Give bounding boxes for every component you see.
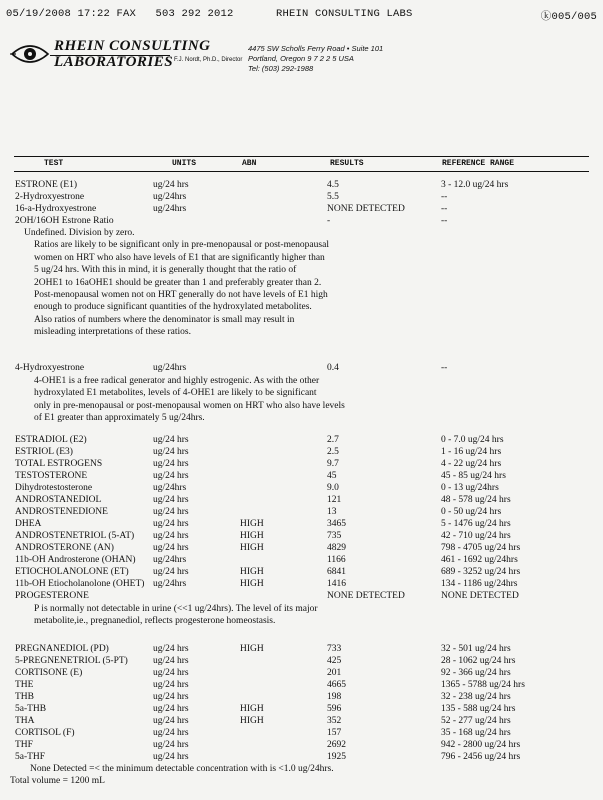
test-abn: HIGH [240, 567, 264, 577]
test-reference: -- [441, 192, 448, 202]
note-line: Ratios are likely to be significant only in pre-menopausal or post-menopausal [34, 240, 329, 251]
hydroxyestrone-note [34, 375, 345, 425]
test-reference: NONE DETECTED [441, 591, 519, 601]
col-results-header: RESULTS [330, 159, 364, 168]
test-units: ug/24 hrs [153, 543, 189, 553]
progesterone-note [34, 603, 318, 628]
table-row [15, 434, 593, 446]
table-row [15, 458, 593, 470]
test-result: NONE DETECTED [327, 591, 405, 601]
test-result: 3465 [327, 519, 346, 529]
note-line: 4-OHE1 is a free radical generator and highly estrogenic. As with the other [34, 376, 320, 386]
test-reference: -- [441, 204, 448, 214]
table-row [15, 643, 593, 655]
test-result: 198 [327, 692, 342, 702]
test-abn: HIGH [240, 644, 264, 654]
table-row [15, 554, 593, 566]
test-name: 2-Hydroxyestrone [15, 192, 85, 202]
lab-logo [10, 38, 250, 72]
table-row [15, 542, 593, 554]
test-reference: 4 - 22 ug/24 hrs [441, 459, 502, 469]
test-result: 9.0 [327, 483, 339, 493]
test-units: ug/24 hrs [153, 519, 189, 529]
test-name: ESTRONE (E1) [15, 180, 78, 190]
test-result: 1416 [327, 579, 346, 589]
test-result: 9.7 [327, 459, 339, 469]
test-units: ug/24 hrs [153, 435, 189, 445]
test-name: PROGESTERONE [15, 591, 89, 601]
table-row [15, 203, 593, 215]
test-name: TESTOSTERONE [15, 471, 88, 481]
test-reference: -- [441, 216, 448, 226]
lab-name-line1: RHEIN CONSULTING [54, 38, 211, 54]
eye-logo-icon [10, 40, 50, 68]
test-reference: 52 - 277 ug/24 hrs [441, 716, 511, 726]
test-result: 596 [327, 704, 342, 714]
note-line: hydroxylated E1 metabolites, levels of 4-OHE1 are likely to be significant [34, 388, 317, 399]
table-row [15, 446, 593, 458]
ratio-note-body [24, 239, 329, 338]
test-units: ug/24 hrs [153, 656, 189, 666]
test-name: ESTRADIOL (E2) [15, 435, 87, 445]
test-name: THF [15, 740, 33, 750]
note-line: misleading interpretations of these ratios. [34, 327, 191, 338]
note-line: women on HRT who also have levels of E1 that are significantly higher than [34, 252, 325, 263]
test-result: 2.7 [327, 435, 339, 445]
table-row [15, 691, 593, 703]
fax-datetime: 05/19/2008 17:22 FAX 503 292 2012 [6, 8, 234, 20]
test-result: 4665 [327, 680, 346, 690]
total-volume: Total volume = 1200 mL [10, 776, 105, 786]
test-units: ug/24hrs [153, 483, 187, 493]
fax-header [6, 8, 597, 22]
fax-page-number: ⓚ005/005 [540, 11, 597, 23]
table-row [15, 494, 593, 506]
test-result: 201 [327, 668, 342, 678]
test-units: ug/24 hrs [153, 752, 189, 762]
test-name: CORTISOL (F) [15, 728, 75, 738]
test-name: 5-PREGNENETRIOL (5-PT) [15, 656, 128, 666]
test-units: ug/24hrs [153, 363, 187, 373]
test-units: ug/24 hrs [153, 692, 189, 702]
test-units: ug/24 hrs [153, 644, 189, 654]
table-row [15, 655, 593, 667]
test-name: TOTAL ESTROGENS [15, 459, 103, 469]
test-result: 13 [327, 507, 337, 517]
test-reference: 0 - 7.0 ug/24 hrs [441, 435, 504, 445]
table-row [15, 215, 593, 227]
test-units: ug/24 hrs [153, 680, 189, 690]
test-units: ug/24 hrs [153, 459, 189, 469]
table-row [15, 667, 593, 679]
test-units: ug/24 hrs [153, 704, 189, 714]
test-reference: 0 - 50 ug/24 hrs [441, 507, 502, 517]
test-result: 4829 [327, 543, 346, 553]
test-name: 4-Hydroxyestrone [15, 363, 85, 373]
test-reference: 942 - 2800 ug/24 hrs [441, 740, 521, 750]
test-reference: 32 - 501 ug/24 hrs [441, 644, 511, 654]
test-result: 1166 [327, 555, 346, 565]
test-result: 157 [327, 728, 342, 738]
test-reference: 28 - 1062 ug/24 hrs [441, 656, 516, 666]
test-reference: 0 - 13 ug/24hrs [441, 483, 499, 493]
test-reference: 1365 - 5788 ug/24 hrs [441, 680, 525, 690]
none-detected-note: None Detected =< the minimum detectable concentration with is <1.0 ug/24hrs. [30, 764, 334, 774]
test-name: 11b-OH Androsterone (OHAN) [15, 555, 136, 565]
test-abn: HIGH [240, 704, 264, 714]
test-result: NONE DETECTED [327, 204, 405, 214]
fax-number: 503 292 2012 [155, 8, 234, 20]
note-line: only in pre-menopausal or post-menopausal women on HRT who also have levels [34, 400, 345, 411]
test-abn: HIGH [240, 716, 264, 726]
test-units: ug/24 hrs [153, 740, 189, 750]
test-reference: 689 - 3252 ug/24 hrs [441, 567, 521, 577]
test-result: - [327, 216, 331, 226]
table-row [15, 518, 593, 530]
test-result: 733 [327, 644, 342, 654]
col-reference-header: REFERENCE RANGE [442, 159, 515, 168]
test-units: ug/24 hrs [153, 728, 189, 738]
note-line: metabolite,ie., pregnanediol, reflects progesterone homeostasis. [34, 616, 276, 627]
col-units-header: UNITS [172, 159, 197, 168]
test-reference: 798 - 4705 ug/24 hrs [441, 543, 521, 553]
results-table-header [14, 156, 589, 172]
test-reference: 92 - 366 ug/24 hrs [441, 668, 511, 678]
test-reference: 135 - 588 ug/24 hrs [441, 704, 516, 714]
test-name: CORTISONE (E) [15, 668, 83, 678]
address-phone: Tel: (503) 292-1988 [248, 64, 314, 73]
address-city: Portland, Oregon 9 7 2 2 5 USA [248, 54, 354, 63]
test-reference: 42 - 710 ug/24 hrs [441, 531, 511, 541]
table-row [15, 530, 593, 542]
lab-address [248, 44, 383, 74]
table-row [15, 715, 593, 727]
test-reference: 1 - 16 ug/24 hrs [441, 447, 502, 457]
table-row [15, 362, 593, 374]
table-row [15, 590, 593, 602]
test-abn: HIGH [240, 531, 264, 541]
test-reference: 32 - 238 ug/24 hrs [441, 692, 511, 702]
table-row [15, 703, 593, 715]
test-result: 352 [327, 716, 342, 726]
test-units: ug/24 hrs [153, 180, 189, 190]
test-units: ug/24 hrs [153, 495, 189, 505]
table-row [15, 482, 593, 494]
table-row [15, 578, 593, 590]
test-result: 1925 [327, 752, 346, 762]
test-name: ANDROSTERONE (AN) [15, 543, 114, 553]
test-name: THB [15, 692, 34, 702]
test-reference: 3 - 12.0 ug/24 hrs [441, 180, 509, 190]
lab-director: F.J. Nordt, Ph.D., Director [174, 57, 243, 63]
test-reference: 48 - 578 ug/24 hrs [441, 495, 511, 505]
test-result: 425 [327, 656, 342, 666]
table-row [15, 191, 593, 203]
test-result: 121 [327, 495, 342, 505]
test-result: 0.4 [327, 363, 339, 373]
test-result: 6841 [327, 567, 346, 577]
note-line: 2OHE1 to 16aOHE1 should be greater than 1 and preferably greater than 2. [34, 277, 322, 288]
ratio-note [24, 227, 329, 339]
test-units: ug/24 hrs [153, 507, 189, 517]
test-units: ug/24hrs [153, 204, 187, 214]
address-street: 4475 SW Scholls Ferry Road • Suite 101 [248, 44, 384, 53]
table-row [15, 727, 593, 739]
table-row [15, 179, 593, 191]
note-line: enough to produce significant quantities of the hydroxylated metabolites. [34, 302, 312, 313]
test-reference: 796 - 2456 ug/24 hrs [441, 752, 521, 762]
test-name: ANDROSTANEDIOL [15, 495, 102, 505]
test-name: THE [15, 680, 34, 690]
test-name: 5a-THB [15, 704, 47, 714]
table-row [15, 470, 593, 482]
test-units: ug/24 hrs [153, 447, 189, 457]
test-units: ug/24hrs [153, 555, 187, 565]
test-name: ANDROSTENEDIONE [15, 507, 108, 517]
table-row [15, 566, 593, 578]
test-name: PREGNANEDIOL (PD) [15, 644, 109, 654]
test-units: ug/24 hrs [153, 531, 189, 541]
test-name: ESTRIOL (E3) [15, 447, 73, 457]
test-result: 45 [327, 471, 337, 481]
test-name: Dihydrotestosterone [15, 483, 93, 493]
test-name: ANDROSTENETRIOL (5-AT) [15, 531, 135, 541]
test-units: ug/24hrs [153, 192, 187, 202]
test-units: ug/24 hrs [153, 716, 189, 726]
table-row [15, 739, 593, 751]
test-reference: 5 - 1476 ug/24 hrs [441, 519, 511, 529]
fax-lab-name: RHEIN CONSULTING LABS [276, 8, 413, 20]
test-name: 2OH/16OH Estrone Ratio [15, 216, 114, 226]
test-result: 5.5 [327, 192, 339, 202]
test-abn: HIGH [240, 543, 264, 553]
note-line: 5 ug/24 hrs. With this in mind, it is generally thought that the ratio of [34, 265, 297, 276]
col-abn-header: ABN [242, 159, 257, 168]
test-name: THA [15, 716, 35, 726]
test-name: 16-a-Hydroxyestrone [15, 204, 97, 214]
test-reference: 134 - 1186 ug/24hrs [441, 579, 518, 589]
test-units: ug/24hrs [153, 579, 187, 589]
col-test-header: TEST [44, 159, 64, 168]
test-reference: -- [441, 363, 448, 373]
test-name: 11b-OH Etiocholanolone (OHET) [15, 579, 145, 589]
note-line: of E1 greater than approximately 5 ug/24hrs. [34, 413, 205, 424]
note-line: Post-menopausal women not on HRT generally do not have levels of E1 high [34, 290, 328, 301]
lab-name-line2: LABORATORIES [54, 54, 174, 70]
test-abn: HIGH [240, 519, 264, 529]
test-reference: 461 - 1692 ug/24hrs [441, 555, 518, 565]
test-units: ug/24 hrs [153, 567, 189, 577]
note-line: Also ratios of numbers where the denominator is small may result in [34, 314, 295, 325]
table-row [15, 679, 593, 691]
ratio-note-heading: Undefined. Division by zero. [24, 228, 135, 238]
test-units: ug/24 hrs [153, 471, 189, 481]
test-result: 735 [327, 531, 342, 541]
table-row [15, 751, 593, 763]
test-abn: HIGH [240, 579, 264, 589]
test-name: ETIOCHOLANOLONE (ET) [15, 567, 129, 577]
note-line: P is normally not detectable in urine (<<1 ug/24hrs). The level of its major [34, 604, 318, 614]
test-name: DHEA [15, 519, 42, 529]
test-reference: 45 - 85 ug/24 hrs [441, 471, 506, 481]
test-result: 2692 [327, 740, 346, 750]
test-result: 4.5 [327, 180, 339, 190]
test-result: 2.5 [327, 447, 339, 457]
test-name: 5a-THF [15, 752, 46, 762]
test-units: ug/24 hrs [153, 668, 189, 678]
test-reference: 35 - 168 ug/24 hrs [441, 728, 511, 738]
table-row [15, 506, 593, 518]
